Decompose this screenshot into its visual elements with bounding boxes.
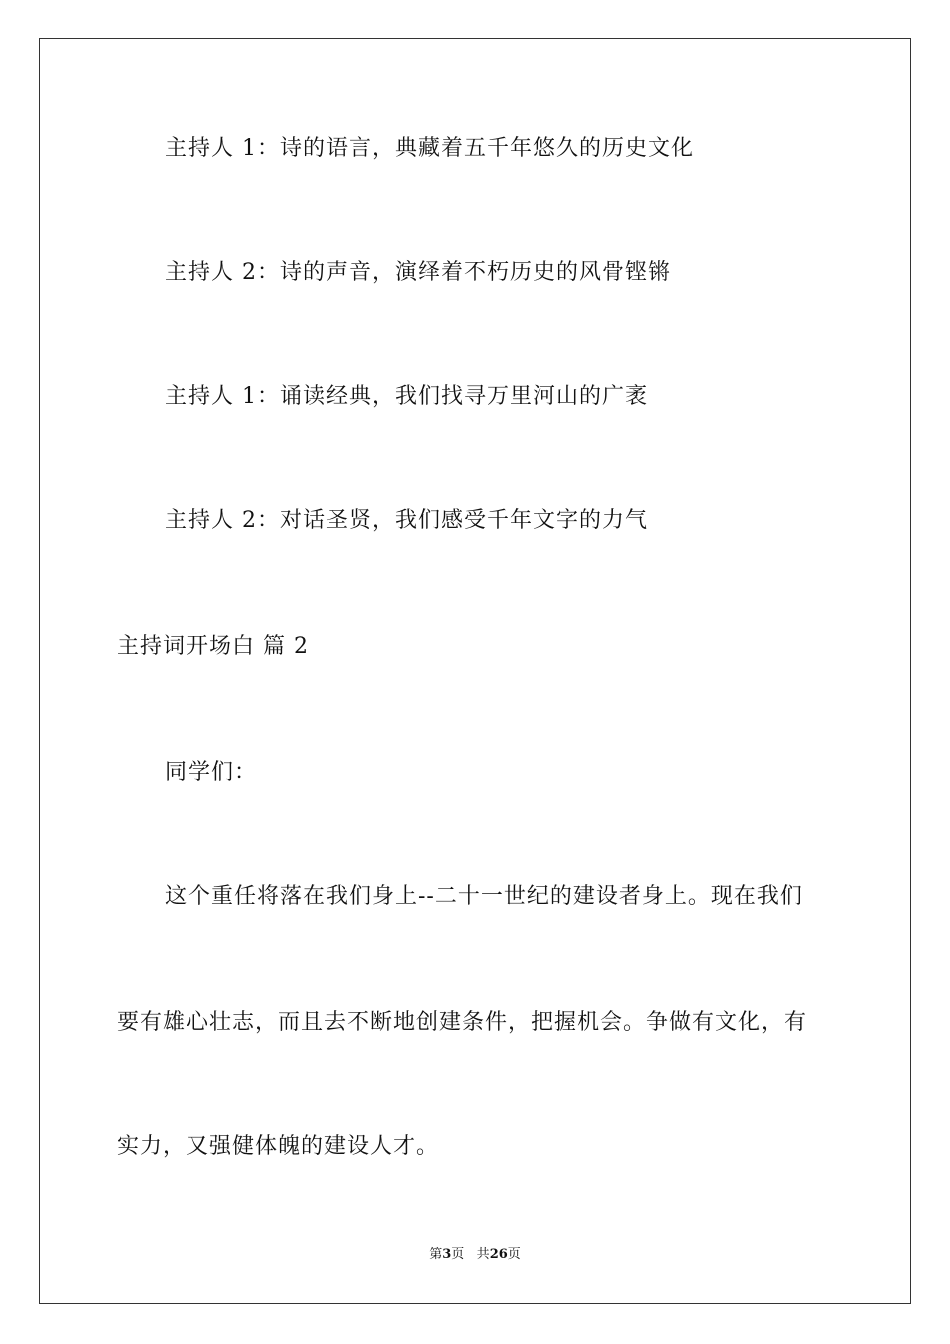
greeting: 同学们：: [165, 760, 258, 785]
page-prefix: 第: [429, 1247, 443, 1262]
host1-line-2: 主持人 1：诵读经典，我们找寻万里河山的广袤: [165, 384, 648, 409]
paragraph-line-3: 实力，又强健体魄的建设人才。: [117, 1134, 440, 1159]
page-frame: [39, 38, 911, 1304]
page-suffix: 页: [451, 1247, 465, 1262]
page-number: 3: [442, 1247, 452, 1262]
total-pages: 26: [489, 1247, 508, 1262]
host1-line-1: 主持人 1：诗的语言，典藏着五千年悠久的历史文化: [165, 136, 694, 161]
paragraph-line-2: 要有雄心壮志，而且去不断地创建条件，把握机会。争做有文化，有: [117, 1010, 808, 1035]
page-footer: [0, 1246, 950, 1264]
paragraph-line-1: 这个重任将落在我们身上--二十一世纪的建设者身上。现在我们: [165, 884, 803, 909]
host2-line-2: 主持人 2：对话圣贤，我们感受千年文字的力气: [165, 508, 648, 533]
total-suffix: 页: [507, 1247, 521, 1262]
host2-line-1: 主持人 2：诗的声音，演绎着不朽历史的风骨铿锵: [165, 260, 671, 285]
section-heading: 主持词开场白 篇 2: [117, 634, 309, 659]
total-prefix: 共: [476, 1247, 490, 1262]
